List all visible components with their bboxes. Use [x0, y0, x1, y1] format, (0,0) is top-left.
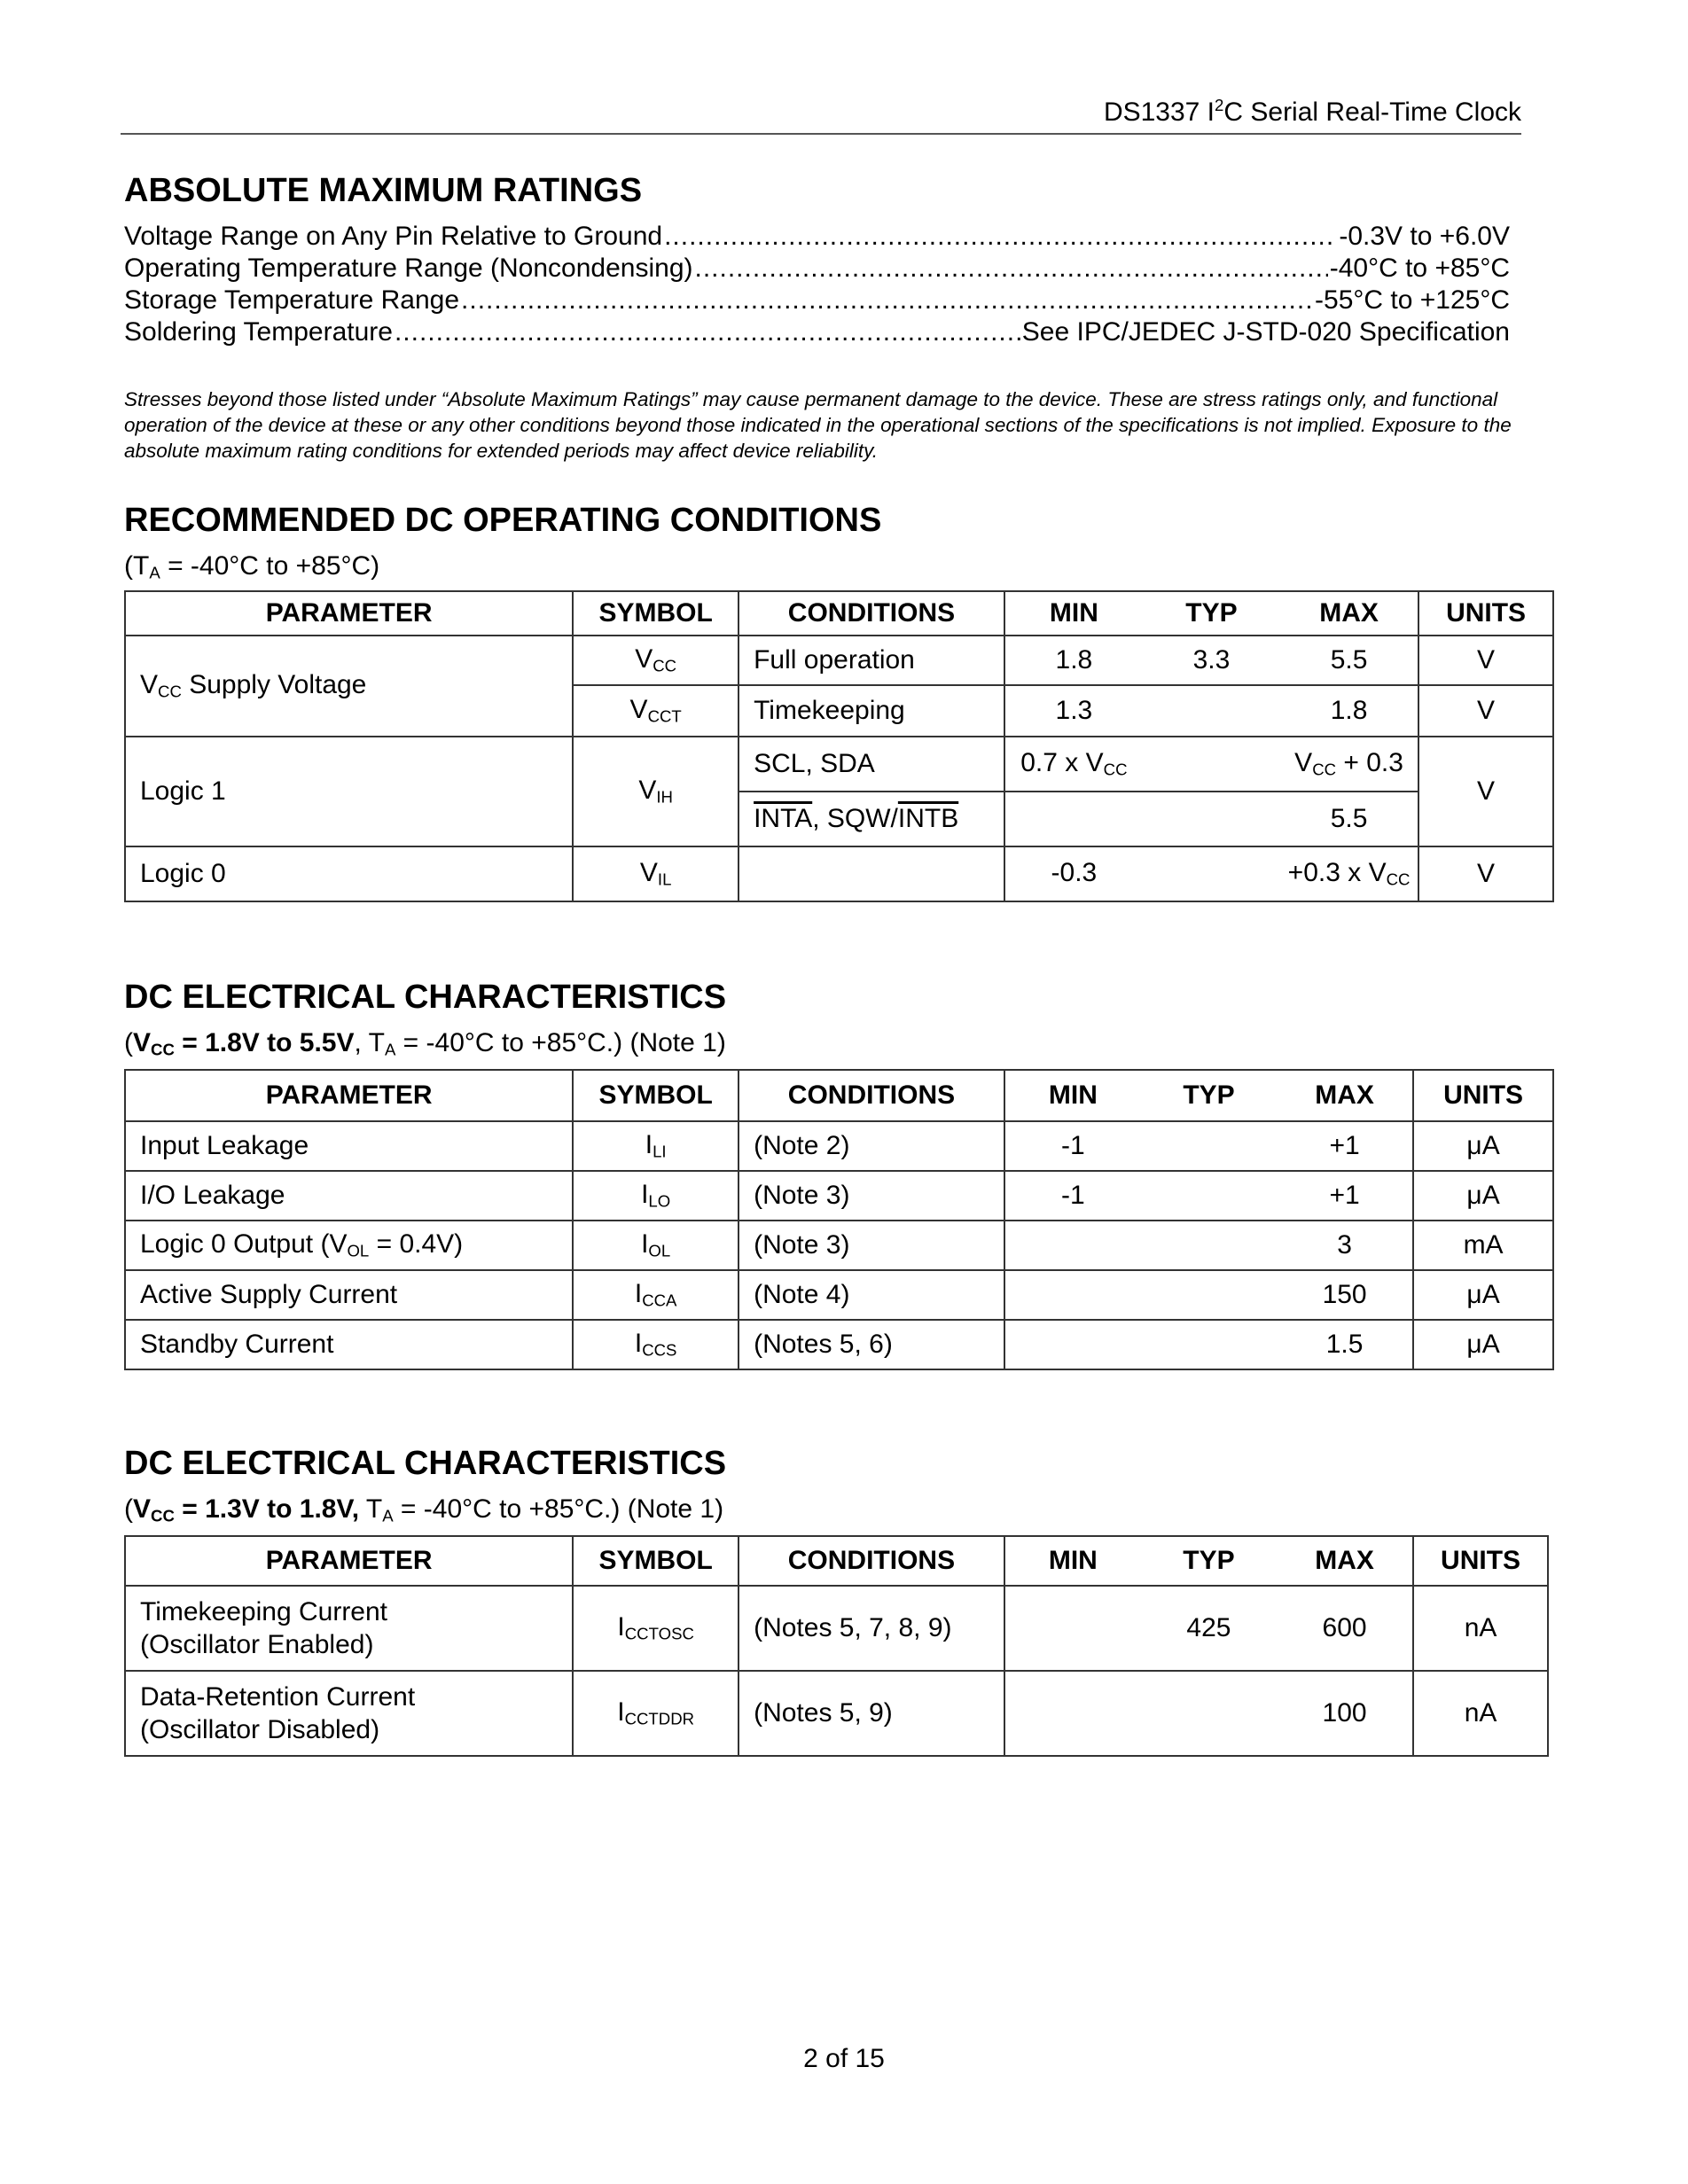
dot-leader: [695, 254, 1328, 284]
max-value: 3: [1337, 1230, 1352, 1260]
dc-elec-1-heading: DC ELECTRICAL CHARACTERISTICS: [124, 979, 727, 1016]
min-value: [1005, 1698, 1141, 1728]
cond-inta: INTA: [754, 804, 813, 833]
table-header-row: [125, 1070, 1553, 1121]
col-header-units: UNITS: [1413, 1536, 1548, 1586]
symbol-sub: CC: [653, 656, 677, 675]
max-value: [1280, 748, 1418, 780]
col-header-symbol: SYMBOL: [573, 1070, 738, 1121]
min-value: -1: [1061, 1181, 1085, 1210]
table-header-row: [125, 1536, 1548, 1586]
min-typ-max-cell: [1004, 1586, 1413, 1671]
conditions-cell: (Notes 5, 7, 8, 9): [738, 1586, 1004, 1671]
col-header-parameter: PARAMETER: [125, 1070, 573, 1121]
rating-row: [124, 222, 1510, 254]
symbol-cell: [573, 685, 738, 737]
typ-value: [1141, 1280, 1277, 1310]
col-header-parameter: PARAMETER: [125, 1536, 573, 1586]
max-value: 100: [1322, 1698, 1367, 1728]
min-typ-max-cell: [1004, 1270, 1413, 1320]
conditions-cell: Full operation: [738, 636, 1004, 685]
col-header-typ: TYP: [1185, 598, 1238, 628]
col-header-min: MIN: [1048, 1546, 1098, 1575]
table-row: [125, 636, 1553, 685]
col-header-min: MIN: [1049, 598, 1098, 628]
col-header-units: UNITS: [1413, 1070, 1553, 1121]
col-header-min-typ-max: [1004, 1536, 1413, 1586]
rec-dc-conditions: [124, 551, 379, 583]
cond-text: = -40°C to +85°C): [160, 551, 380, 581]
col-header-parameter: PARAMETER: [125, 591, 573, 636]
min-value: [1005, 804, 1143, 834]
symbol-text: V: [635, 644, 653, 675]
conditions-cell: (Note 3): [738, 1221, 1004, 1270]
conditions-cell: (Notes 5, 6): [738, 1320, 1004, 1369]
symbol-sub: IL: [657, 870, 672, 889]
symbol-cell: [573, 636, 738, 685]
units-cell: V: [1418, 737, 1553, 846]
max-sub: CC: [1386, 870, 1411, 889]
table-row: [125, 1221, 1553, 1270]
col-header-conditions: CONDITIONS: [738, 591, 1004, 636]
max-value: 150: [1322, 1280, 1367, 1309]
max-sub: CC: [1312, 760, 1337, 779]
rating-label: Soldering Temperature: [124, 317, 393, 347]
dot-leader: [395, 317, 1020, 347]
param-line: Timekeeping Current: [140, 1597, 388, 1626]
cond-bold-sub: CC: [151, 1040, 175, 1059]
table-row: [125, 846, 1553, 901]
conditions-cell: SCL, SDA: [738, 737, 1004, 792]
typ-value: [1141, 1131, 1277, 1161]
max-value: 1.5: [1325, 1330, 1364, 1359]
dc-elec-1-table: [124, 1069, 1554, 1370]
header-title-suffix: C Serial Real-Time Clock: [1223, 98, 1521, 128]
min-value: [1005, 1613, 1141, 1643]
symbol-cell: [573, 1320, 738, 1369]
symbol-cell: [573, 1171, 738, 1221]
max-text: V: [1294, 748, 1313, 778]
symbol-cell: [573, 1221, 738, 1270]
col-header-conditions: CONDITIONS: [738, 1536, 1004, 1586]
param-line: (Oscillator Disabled): [140, 1715, 380, 1744]
param-cell: [125, 1221, 573, 1270]
symbol-sub: CCTOSC: [624, 1624, 694, 1643]
min-typ-max-cell: [1004, 1671, 1413, 1756]
units-cell: V: [1418, 846, 1553, 901]
typ-value: [1143, 804, 1280, 834]
param-cell: [125, 1671, 573, 1756]
symbol-text: V: [629, 695, 648, 725]
typ-value: [1143, 858, 1280, 890]
param-text: V: [140, 670, 159, 700]
symbol-text: I: [617, 1612, 625, 1642]
stress-note: Stresses beyond those listed under “Absolute Maximum Ratings” may cause permanent damage to the device. These are stress ratings only, and functional operation of the device at these or any other conditions beyond those indicated in the operational sections of the specifications is not implied. Exposure to the absolute maximum rating conditions for extended periods may affect device reliability.: [124, 388, 1512, 462]
param-sub: CC: [158, 682, 182, 701]
param-text: = 0.4V): [369, 1229, 464, 1260]
min-value: [1005, 1230, 1141, 1260]
symbol-sub: CCT: [647, 706, 682, 726]
table-header-row: [125, 591, 1553, 636]
page-number: 2 of 15: [803, 2044, 885, 2073]
max-value: 5.5: [1330, 645, 1368, 675]
units-cell: μA: [1413, 1270, 1553, 1320]
typ-value: [1141, 1181, 1277, 1211]
cond-sub: A: [382, 1506, 394, 1525]
param-text: Supply Voltage: [181, 670, 367, 700]
typ-value: 425: [1186, 1613, 1231, 1642]
rating-value: -55°C to +125°C: [1315, 285, 1510, 315]
col-header-max: MAX: [1315, 1080, 1374, 1110]
units-cell: V: [1418, 636, 1553, 685]
conditions-cell: Timekeeping: [738, 685, 1004, 737]
param-logic-0: Logic 0: [125, 846, 573, 901]
units-cell: μA: [1413, 1121, 1553, 1171]
dot-leader: [461, 285, 1313, 316]
min-text: 0.7 x V: [1020, 748, 1104, 778]
conditions-cell: (Note 3): [738, 1171, 1004, 1221]
units-cell: V: [1418, 685, 1553, 737]
symbol-text: I: [634, 1279, 643, 1309]
cond-sub: A: [149, 563, 160, 582]
cond-intb: INTB: [897, 804, 959, 833]
param-text: Logic 0 Output (V: [140, 1229, 348, 1260]
col-header-symbol: SYMBOL: [573, 1536, 738, 1586]
conditions-cell: (Notes 5, 9): [738, 1671, 1004, 1756]
abs-max-ratings-list: [124, 222, 1510, 349]
col-header-min: MIN: [1048, 1080, 1098, 1110]
header-title-sup: 2: [1215, 96, 1224, 114]
min-value: [1005, 748, 1143, 780]
max-value: +1: [1329, 1181, 1360, 1210]
symbol-sub: CCS: [642, 1340, 677, 1360]
col-header-typ: TYP: [1183, 1080, 1235, 1110]
dc-elec-2-conditions: [124, 1494, 723, 1526]
col-header-min-typ-max: [1004, 591, 1418, 636]
col-header-max: MAX: [1315, 1546, 1374, 1575]
param-line: (Oscillator Enabled): [140, 1630, 374, 1659]
cond-bold: V: [133, 1028, 152, 1057]
symbol-cell: [573, 737, 738, 846]
symbol-sub: LI: [653, 1142, 667, 1161]
abs-max-heading: ABSOLUTE MAXIMUM RATINGS: [124, 172, 643, 209]
table-row: [125, 1270, 1553, 1320]
min-typ-max-cell: [1004, 1121, 1413, 1171]
cond-bold-sub: CC: [151, 1506, 175, 1525]
min-typ-max-cell: [1004, 1171, 1413, 1221]
col-header-max: MAX: [1319, 598, 1379, 628]
min-typ-max-cell: [1004, 685, 1418, 737]
min-typ-max-cell: [1004, 737, 1418, 792]
symbol-sub: OL: [648, 1241, 671, 1260]
cond-text: (T: [124, 551, 150, 581]
units-cell: mA: [1413, 1221, 1553, 1270]
units-cell: nA: [1413, 1671, 1548, 1756]
symbol-text: I: [617, 1697, 625, 1728]
param-logic-1: Logic 1: [125, 737, 573, 846]
typ-value: [1141, 1330, 1277, 1360]
rating-value: -0.3V to +6.0V: [1339, 222, 1510, 251]
max-value: [1280, 858, 1418, 890]
min-typ-max-cell: [1004, 636, 1418, 685]
param-cell: I/O Leakage: [125, 1171, 573, 1221]
cond-text: , SQW/: [812, 804, 898, 833]
symbol-sub: IH: [656, 787, 673, 807]
header-rule: [121, 133, 1521, 135]
table-row: [125, 1671, 1548, 1756]
header-title-prefix: DS1337 I: [1103, 98, 1215, 128]
rating-label: Voltage Range on Any Pin Relative to Ground: [124, 222, 663, 251]
table-row: [125, 737, 1553, 792]
units-cell: μA: [1413, 1171, 1553, 1221]
conditions-cell: (Note 4): [738, 1270, 1004, 1320]
typ-value: [1141, 1230, 1277, 1260]
typ-value: 3.3: [1192, 645, 1231, 675]
cond-bold: V: [133, 1494, 152, 1524]
param-cell: Standby Current: [125, 1320, 573, 1369]
cond-sub: A: [384, 1040, 396, 1059]
cond-text: = -40°C to +85°C.) (Note 1): [395, 1028, 726, 1057]
min-value: 1.8: [1055, 645, 1093, 675]
cond-text: (: [124, 1494, 133, 1524]
dc-elec-2-heading: DC ELECTRICAL CHARACTERISTICS: [124, 1445, 727, 1482]
col-header-units: UNITS: [1418, 591, 1553, 636]
symbol-cell: [573, 1121, 738, 1171]
typ-value: [1143, 748, 1280, 780]
cond-text: , T: [354, 1028, 385, 1057]
table-row: [125, 1171, 1553, 1221]
table-row: [125, 1586, 1548, 1671]
min-sub: CC: [1103, 760, 1128, 779]
symbol-cell: [573, 846, 738, 901]
cond-bold: = 1.3V to 1.8V,: [174, 1494, 360, 1524]
max-value: 5.5: [1330, 804, 1368, 833]
units-cell: μA: [1413, 1320, 1553, 1369]
param-cell: Input Leakage: [125, 1121, 573, 1171]
cond-bold: = 1.8V to 5.5V: [174, 1028, 355, 1057]
col-header-conditions: CONDITIONS: [738, 1070, 1004, 1121]
col-header-symbol: SYMBOL: [573, 591, 738, 636]
symbol-text: I: [634, 1329, 643, 1359]
cond-text: (: [124, 1028, 133, 1057]
symbol-text: I: [641, 1229, 649, 1260]
min-value: 1.3: [1055, 696, 1093, 725]
symbol-text: V: [638, 776, 657, 806]
table-row: [125, 1320, 1553, 1369]
min-value: -0.3: [1051, 858, 1098, 888]
min-value: [1005, 1280, 1141, 1310]
min-value: [1005, 1330, 1141, 1360]
rating-value: See IPC/JEDEC J-STD-020 Specification: [1021, 317, 1510, 347]
symbol-sub: LO: [648, 1191, 671, 1211]
conditions-cell: (Note 2): [738, 1121, 1004, 1171]
rec-dc-heading: RECOMMENDED DC OPERATING CONDITIONS: [124, 502, 882, 539]
dc-elec-2-table: [124, 1535, 1549, 1757]
max-value: +1: [1329, 1131, 1360, 1160]
max-text: + 0.3: [1336, 748, 1403, 778]
table-row: [125, 1121, 1553, 1171]
col-header-min-typ-max: [1004, 1070, 1413, 1121]
symbol-cell: [573, 1586, 738, 1671]
conditions-cell: [738, 846, 1004, 901]
symbol-text: V: [639, 858, 658, 888]
rating-row: [124, 285, 1510, 317]
max-value: 600: [1322, 1613, 1367, 1642]
min-typ-max-cell: [1004, 1221, 1413, 1270]
symbol-sub: CCA: [642, 1291, 677, 1310]
min-value: -1: [1061, 1131, 1085, 1160]
min-typ-max-cell: [1004, 846, 1418, 901]
symbol-text: I: [645, 1130, 653, 1160]
symbol-cell: [573, 1671, 738, 1756]
dot-leader: [664, 222, 1337, 252]
document-header-title: [1104, 96, 1521, 128]
min-typ-max-cell: [1004, 1320, 1413, 1369]
max-value: 1.8: [1330, 696, 1368, 725]
cond-text: = -40°C to +85°C.) (Note 1): [393, 1494, 724, 1524]
param-vcc-supply: [125, 636, 573, 737]
rating-label: Storage Temperature Range: [124, 285, 460, 315]
max-text: +0.3 x V: [1287, 858, 1387, 888]
rec-dc-table: [124, 590, 1554, 902]
symbol-cell: [573, 1270, 738, 1320]
units-cell: nA: [1413, 1586, 1548, 1671]
rating-label: Operating Temperature Range (Noncondensing): [124, 254, 693, 283]
param-sub: OL: [347, 1241, 370, 1260]
typ-value: [1143, 696, 1280, 726]
conditions-cell: [738, 792, 1004, 846]
rating-value: -40°C to +85°C: [1329, 254, 1510, 283]
param-line: Data-Retention Current: [140, 1682, 416, 1712]
param-cell: Active Supply Current: [125, 1270, 573, 1320]
dc-elec-1-conditions: [124, 1028, 726, 1060]
typ-value: [1141, 1698, 1277, 1728]
col-header-typ: TYP: [1183, 1546, 1235, 1575]
cond-text: T: [359, 1494, 383, 1524]
rating-row: [124, 254, 1510, 285]
param-cell: [125, 1586, 573, 1671]
symbol-text: I: [641, 1180, 649, 1210]
rating-row: [124, 317, 1510, 349]
symbol-sub: CCTDDR: [624, 1709, 695, 1728]
min-typ-max-cell: [1004, 792, 1418, 846]
